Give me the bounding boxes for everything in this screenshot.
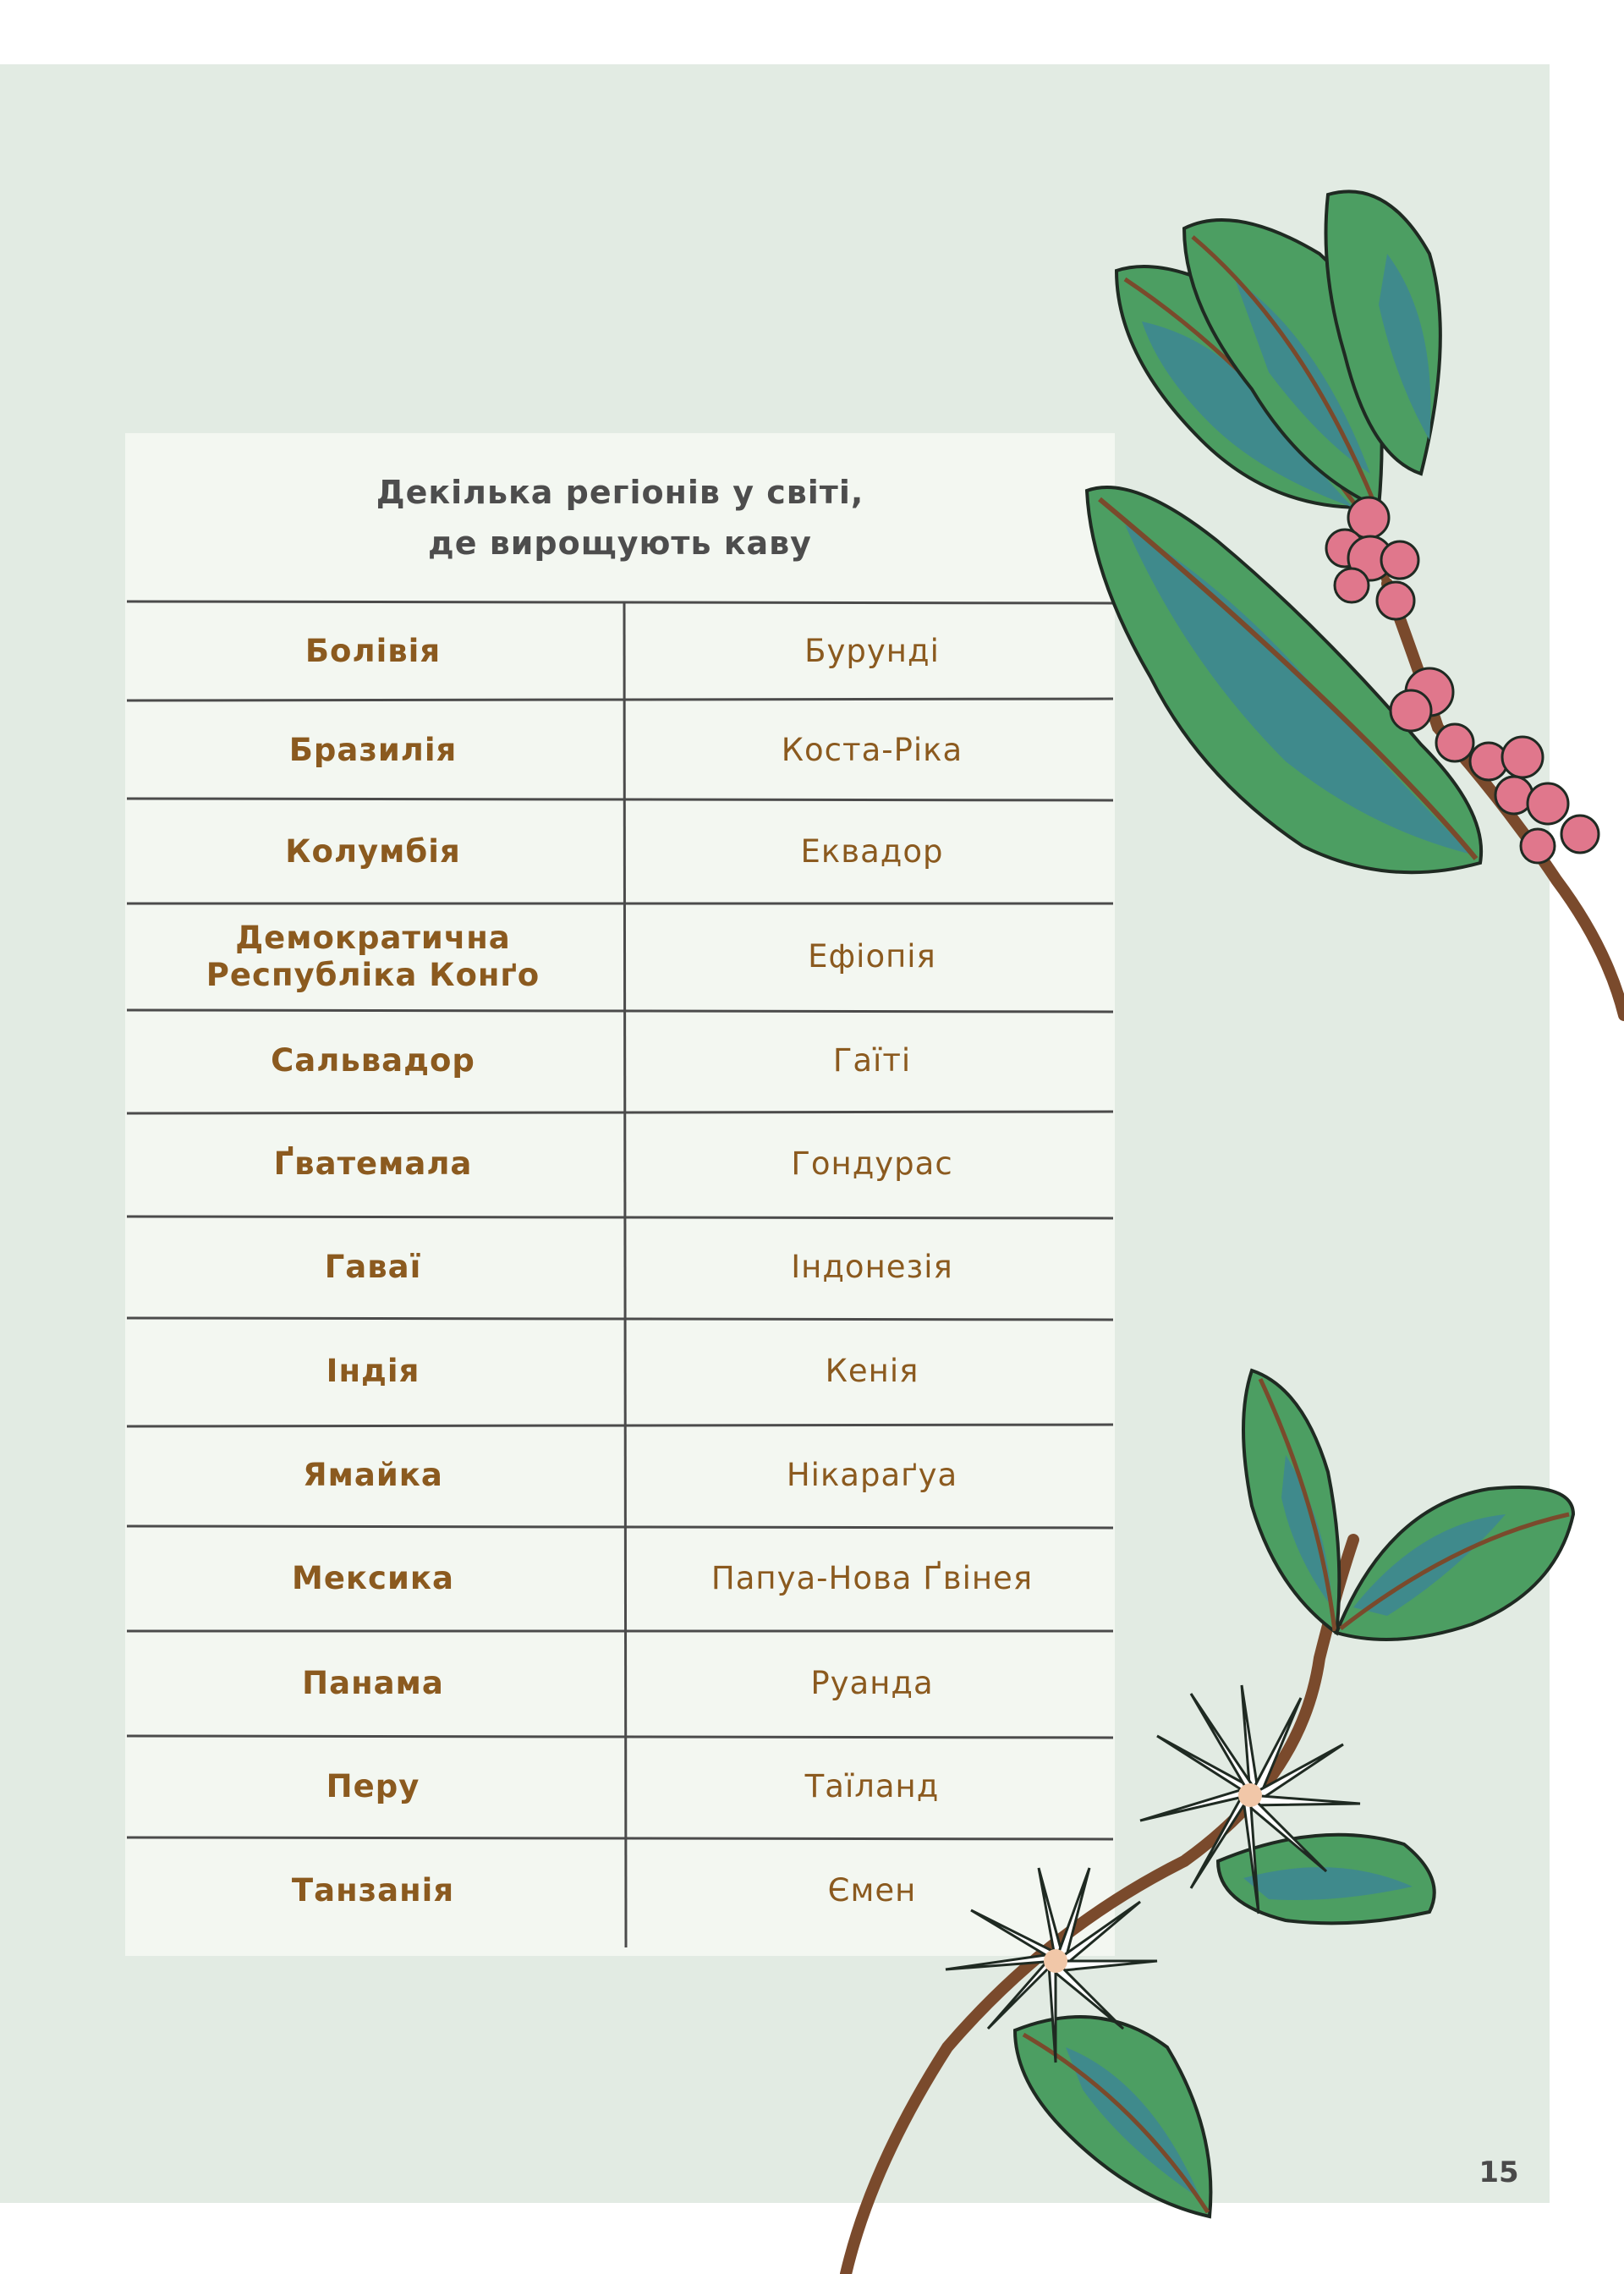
page-number: 15 [1479,2156,1519,2189]
table-cell-left: Болівія [304,633,442,669]
table-cell-left: Панама [302,1665,444,1701]
table-cell-left: Сальвадор [271,1042,475,1079]
table-cell-right: Таїланд [804,1768,940,1804]
table-cell-right: Гондурас [791,1145,953,1182]
table-cell-right: Папуа-Нова Ґвінея [710,1560,1034,1596]
table-cell-left: Танзанія [291,1872,455,1909]
table-cell-left: Індія [326,1353,420,1389]
flower-branch-icon [846,1370,1573,2274]
table-cell-left: Колумбія [285,833,461,870]
table-cell-right: Нікараґуа [786,1457,958,1493]
table-cell-right: Ємен [827,1872,917,1909]
table-cell-right: Кенія [825,1353,919,1389]
table-cell-right: Гаїті [832,1042,912,1079]
table-cell-left: Ямайка [303,1457,443,1493]
table-cell-right: Коста-Ріка [781,732,963,768]
table-cell-left: Бразилія [288,732,458,768]
table-cell-left: Перу [326,1768,420,1804]
berry-branch-icon [1087,191,1624,1015]
table-cell-right: Індонезія [791,1249,953,1285]
table-cell-right: Руанда [810,1665,934,1701]
table-cell-left: Мексика [292,1560,454,1596]
title-line-2: де вирощують каву [428,525,812,562]
table-cell-right: Ефіопія [808,938,936,975]
table-cell-left: Ґватемала [273,1145,473,1182]
table-cell-left: Демократична Республіка Конґо [206,920,540,993]
table-cell-right: Бурунді [804,633,940,669]
table-cell-right: Еквадор [800,833,944,870]
title-line-1: Декілька регіонів у світі, [376,474,864,511]
table-cell-left: Гаваї [324,1249,422,1285]
